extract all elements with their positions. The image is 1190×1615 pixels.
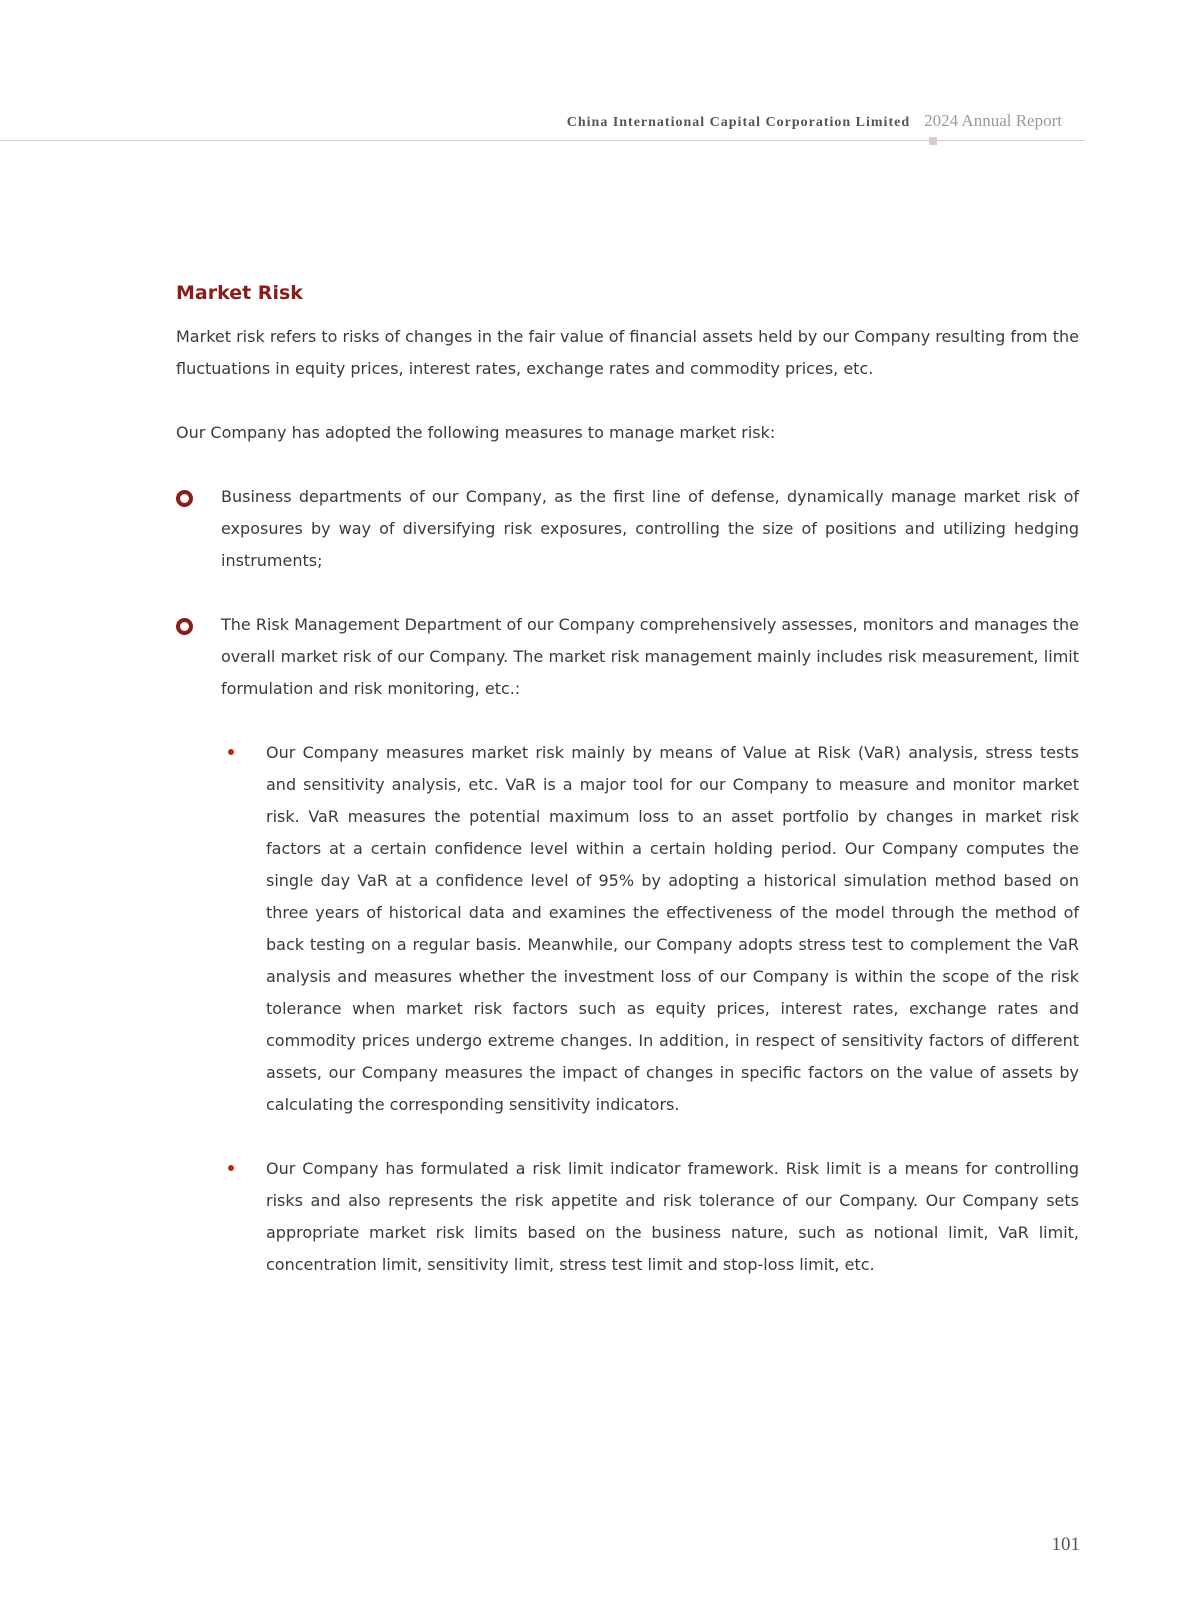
list-item xyxy=(176,609,1079,705)
list-item-text: Business departments of our Company, as the first line of defense, dynamically manage market risk of exposures by way of diversifying risk exposures, controlling the size of positions and utilizing hedging instruments; xyxy=(221,487,1079,570)
header-divider xyxy=(0,140,1085,141)
sub-list-item-text: Our Company measures market risk mainly by means of Value at Risk (VaR) analysis, stress tests and sensitivity analysis, etc. VaR is a major tool for our Company to measure and monitor market risk. VaR measures the potential maximum loss to an asset portfolio by changes in market risk factors at a certain confidence level within a certain holding period. Our Company computes the single day VaR at a confidence level of 95% by adopting a historical simulation method based on three years of historical data and examines the effectiveness of the model through the method of back testing on a regular basis. Meanwhile, our Company adopts stress test to complement the VaR analysis and measures whether the investment loss of our Company is within the scope of the risk tolerance when market risk factors such as equity prices, interest rates, exchange rates and commodity prices undergo extreme changes. In addition, in respect of sensitivity factors of different assets, our Company measures the impact of changes in specific factors on the value of assets by calculating the corresponding sensitivity indicators. xyxy=(266,743,1079,1114)
header-square-marker xyxy=(929,137,937,145)
intro-paragraph: Market risk refers to risks of changes in the fair value of financial assets held by our Company resulting from the fluctuations in equity prices, interest rates, exchange rates and commodity prices, etc. xyxy=(176,327,1079,378)
running-header xyxy=(567,111,1062,131)
ring-bullet-icon xyxy=(176,490,193,507)
page-number: 101 xyxy=(1051,1534,1080,1555)
sub-list-item xyxy=(176,737,1079,1121)
header-company-name: China International Capital Corporation Limited xyxy=(566,115,911,130)
lead-paragraph: Our Company has adopted the following measures to manage market risk: xyxy=(176,423,776,442)
sub-list-item xyxy=(176,1153,1079,1281)
sub-list-item-text: Our Company has formulated a risk limit indicator framework. Risk limit is a means for controlling risks and also represents the risk appetite and risk tolerance of our Company. Our Company sets appropriate market risk limits based on the business nature, such as notional limit, VaR limit, concentration limit, sensitivity limit, stress test limit and stop-loss limit, etc. xyxy=(266,1159,1079,1274)
list-item-text: The Risk Management Department of our Company comprehensively assesses, monitors and manages the overall market risk of our Company. The market risk management mainly includes risk measurement, limit formulation and risk monitoring, etc.: xyxy=(221,615,1079,698)
main-content xyxy=(176,277,1079,1313)
header-report-title: 2024 Annual Report xyxy=(924,111,1062,130)
ring-bullet-icon xyxy=(176,618,193,635)
list-item xyxy=(176,481,1079,577)
section-title: Market Risk xyxy=(176,282,303,304)
dot-bullet-icon xyxy=(228,1165,234,1171)
dot-bullet-icon xyxy=(228,749,234,755)
